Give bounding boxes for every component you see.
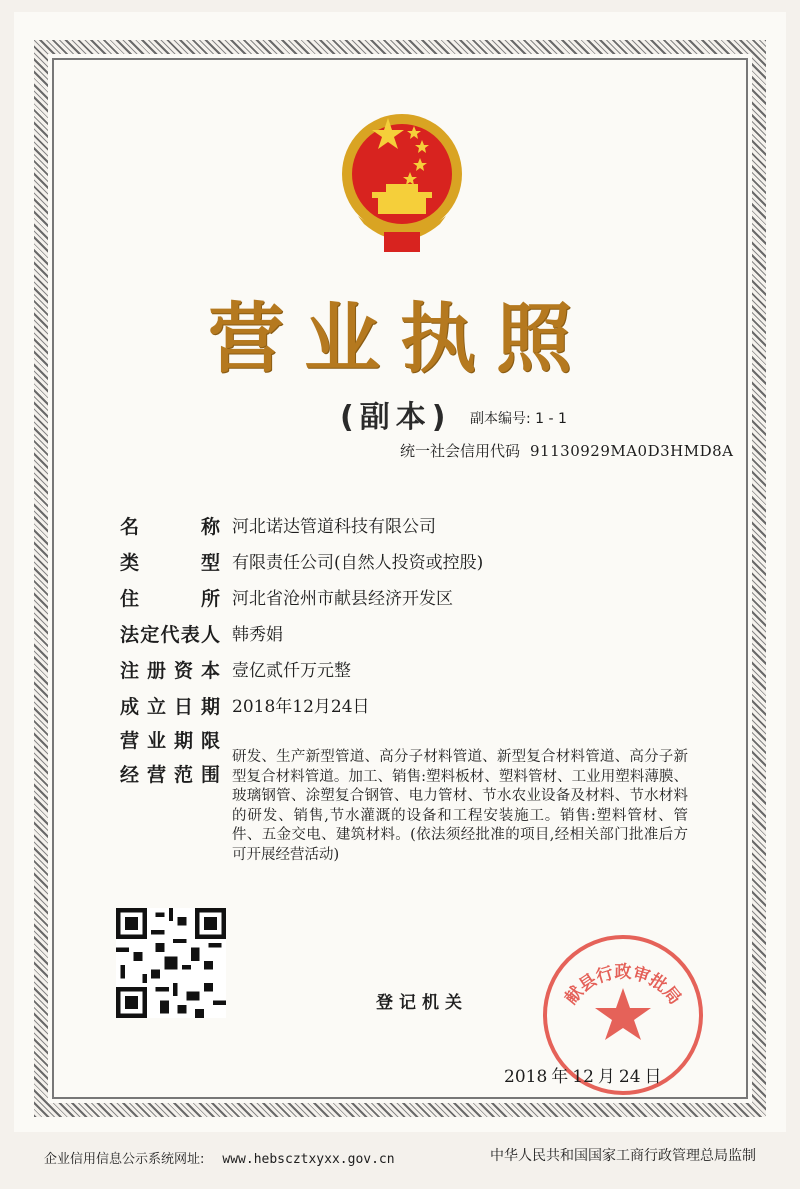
field-legal-rep [120, 620, 283, 647]
field-label: 法 定 代 表 人 [120, 624, 220, 646]
document-subtitle: (副本) [340, 400, 452, 435]
field-capital [120, 656, 351, 683]
field-label: 注 册 资 本 [120, 660, 220, 682]
field-established [120, 692, 370, 719]
copy-number: 副本编号: 1 - 1 [470, 411, 567, 427]
field-value: 韩秀娟 [232, 625, 283, 645]
date-month: 12 [572, 1067, 594, 1087]
field-scope [120, 760, 220, 787]
date-day: 24 [618, 1067, 641, 1087]
footer-website-label: 企业信用信息公示系统网址: [44, 1152, 205, 1167]
credit-code-label: 统一社会信用代码 [400, 442, 521, 460]
field-value: 河北省沧州市献县经济开发区 [232, 589, 453, 609]
date-year-unit: 年 [551, 1067, 569, 1087]
field-type [120, 548, 483, 575]
national-emblem-icon [340, 100, 464, 260]
field-term [120, 726, 232, 753]
date-day-unit: 日 [644, 1067, 662, 1087]
issue-date [504, 1062, 666, 1087]
field-value: 壹亿贰仟万元整 [232, 661, 351, 681]
qr-code-icon[interactable] [116, 908, 226, 1018]
field-name [120, 512, 436, 539]
business-scope-text: 研发、生产新型管道、高分子材料管道、新型复合材料管道、高分子新型复合材料管道。加工、销售:塑料板材、塑料管材、工业用塑料薄膜、玻璃钢管、涂塑复合钢管、电力管材、节水农业设备及材料、节水材料的研发、销售,节水灌溉的设备和工程安装施工。销售:塑料管材、管件、五金交电、建筑材料。(依法须经批准的项目,经相关部门批准后方可开展经营活动) [232, 749, 688, 863]
credit-code-value: 91130929MA0D3HMD8A [530, 442, 734, 460]
seal-text: 献县行政审批局 [561, 962, 685, 1009]
field-label: 成 立 日 期 [120, 696, 220, 718]
field-value: 2018年12月24日 [232, 697, 370, 717]
registration-authority-label: 登记机关 [376, 993, 468, 1013]
date-year: 2018 [504, 1067, 548, 1087]
field-label: 类 型 [120, 552, 220, 574]
date-month-unit: 月 [597, 1067, 615, 1087]
field-label: 名 称 [120, 516, 220, 538]
document-title: 营业执照 [208, 294, 592, 383]
field-value: 有限责任公司(自然人投资或控股) [232, 553, 484, 573]
field-value: 河北诺达管道科技有限公司 [232, 517, 436, 537]
field-label: 营 业 期 限 [120, 730, 220, 752]
field-address [120, 584, 453, 611]
field-label: 住 所 [120, 588, 220, 610]
footer-supervisor: 中华人民共和国国家工商行政管理总局监制 [490, 1148, 756, 1164]
field-label: 经 营 范 围 [120, 764, 220, 786]
footer-website [44, 1148, 395, 1167]
credit-code-line [400, 440, 734, 461]
footer-website-link[interactable]: www.hebscztxyxx.gov.cn [222, 1152, 395, 1167]
